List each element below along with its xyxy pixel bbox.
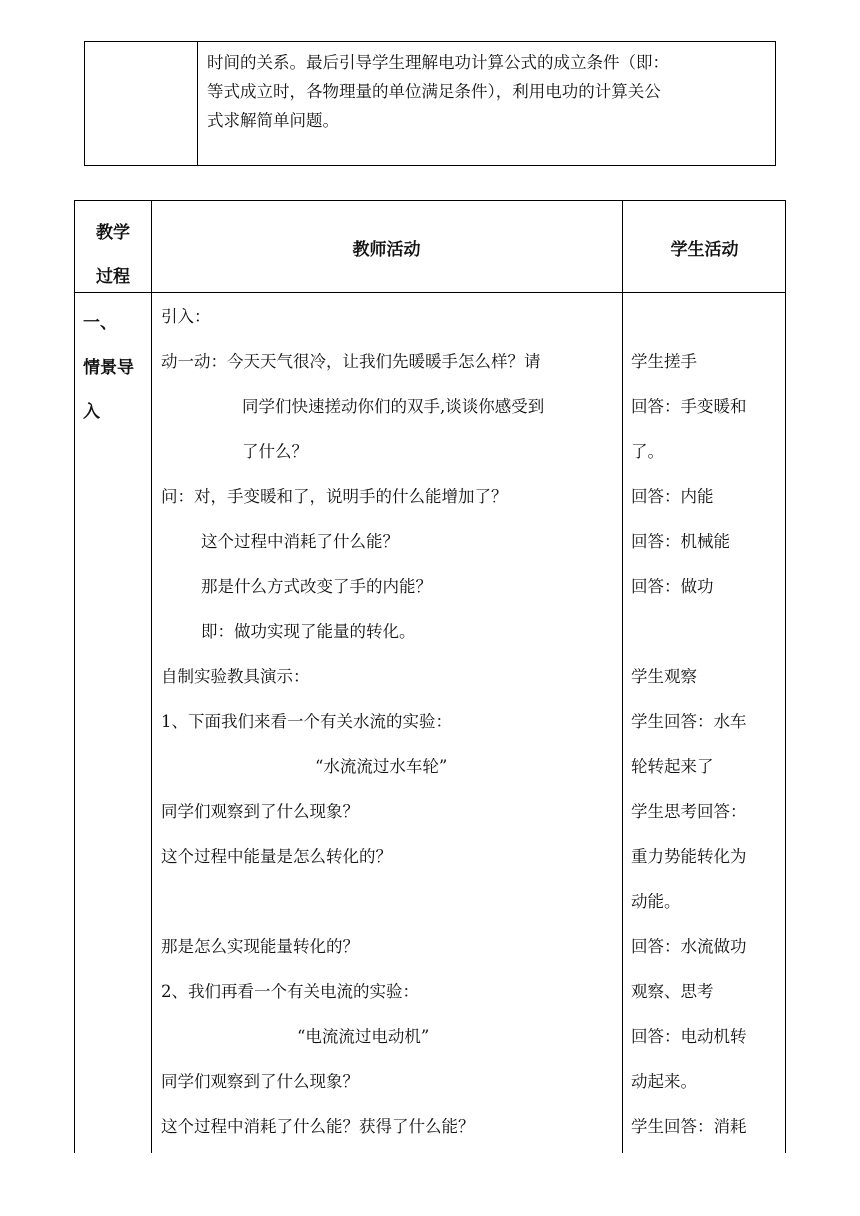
teacher-line: 2、我们再看一个有关电流的实验： bbox=[161, 982, 419, 1001]
header-teaching-process bbox=[75, 211, 151, 299]
student-line: 回答：水流做功 bbox=[631, 937, 747, 956]
student-line: 轮转起来了 bbox=[631, 757, 714, 776]
teacher-line: 1、下面我们来看一个有关水流的实验： bbox=[161, 712, 452, 731]
student-line: 回答：机械能 bbox=[631, 532, 730, 551]
teacher-line: 即：做功实现了能量的转化。 bbox=[201, 622, 416, 641]
teacher-line: 这个过程中消耗了什么能？ bbox=[201, 532, 399, 551]
previous-section-text bbox=[207, 48, 767, 135]
teacher-line: 同学们观察到了什么现象？ bbox=[161, 802, 359, 821]
teacher-line: “电流流过电动机” bbox=[297, 1027, 430, 1046]
student-line: 学生观察 bbox=[631, 667, 697, 686]
section-label bbox=[83, 301, 134, 435]
column-divider bbox=[151, 201, 152, 1153]
text-line: 等式成立时，各物理量的单位满足条件），利用电功的计算关公 bbox=[207, 82, 661, 101]
header-teacher-activity: 教师活动 bbox=[352, 240, 421, 260]
text-line: 时间的关系。最后引导学生理解电功计算公式的成立条件（即： bbox=[207, 53, 669, 72]
student-line: 回答：手变暖和 bbox=[631, 397, 747, 416]
teacher-line: 这个过程中能量是怎么转化的？ bbox=[161, 847, 392, 866]
teacher-line: 同学们快速搓动你们的双手,谈谈你感受到 bbox=[242, 397, 545, 416]
column-divider bbox=[622, 201, 623, 1153]
text-line: 式求解简单问题。 bbox=[207, 111, 339, 130]
section-text: 一、 bbox=[83, 313, 117, 333]
section-text: 情景导 bbox=[83, 357, 134, 378]
teacher-line: 那是怎么实现能量转化的？ bbox=[161, 937, 359, 956]
student-line: 了。 bbox=[631, 442, 664, 461]
header-divider bbox=[75, 292, 785, 293]
teacher-line: 动一动：今天天气很冷，让我们先暖暖手怎么样？请 bbox=[161, 352, 541, 371]
student-line: 动能。 bbox=[631, 892, 681, 911]
teacher-line: 了什么？ bbox=[242, 442, 308, 461]
teacher-line: “水流流过水车轮” bbox=[315, 757, 448, 776]
student-line: 动起来。 bbox=[631, 1072, 697, 1091]
teacher-line: 这个过程中消耗了什么能？获得了什么能？ bbox=[161, 1117, 475, 1136]
header-text: 教学 bbox=[96, 223, 130, 243]
student-line: 学生思考回答： bbox=[631, 802, 747, 821]
teacher-line: 自制实验教具演示： bbox=[161, 667, 310, 686]
section-text: 入 bbox=[83, 402, 100, 422]
header-student-activity: 学生活动 bbox=[670, 240, 739, 260]
teacher-line: 那是什么方式改变了手的内能？ bbox=[201, 577, 432, 596]
student-line: 重力势能转化为 bbox=[631, 847, 747, 866]
teacher-line: 同学们观察到了什么现象？ bbox=[161, 1072, 359, 1091]
previous-section-label-cell bbox=[85, 42, 198, 165]
student-line: 学生回答：消耗 bbox=[631, 1117, 747, 1136]
previous-section-table bbox=[84, 41, 776, 166]
header-text: 过程 bbox=[96, 267, 130, 287]
teacher-line: 问：对，手变暖和了，说明手的什么能增加了？ bbox=[161, 487, 508, 506]
student-line: 观察、思考 bbox=[631, 982, 714, 1001]
student-line: 学生搓手 bbox=[631, 352, 697, 371]
teaching-process-table bbox=[74, 200, 786, 1153]
student-line: 学生回答：水车 bbox=[631, 712, 747, 731]
student-line: 回答：内能 bbox=[631, 487, 714, 506]
teacher-line: 引入： bbox=[161, 307, 211, 326]
student-line: 回答：电动机转 bbox=[631, 1027, 747, 1046]
student-line: 回答：做功 bbox=[631, 577, 714, 596]
